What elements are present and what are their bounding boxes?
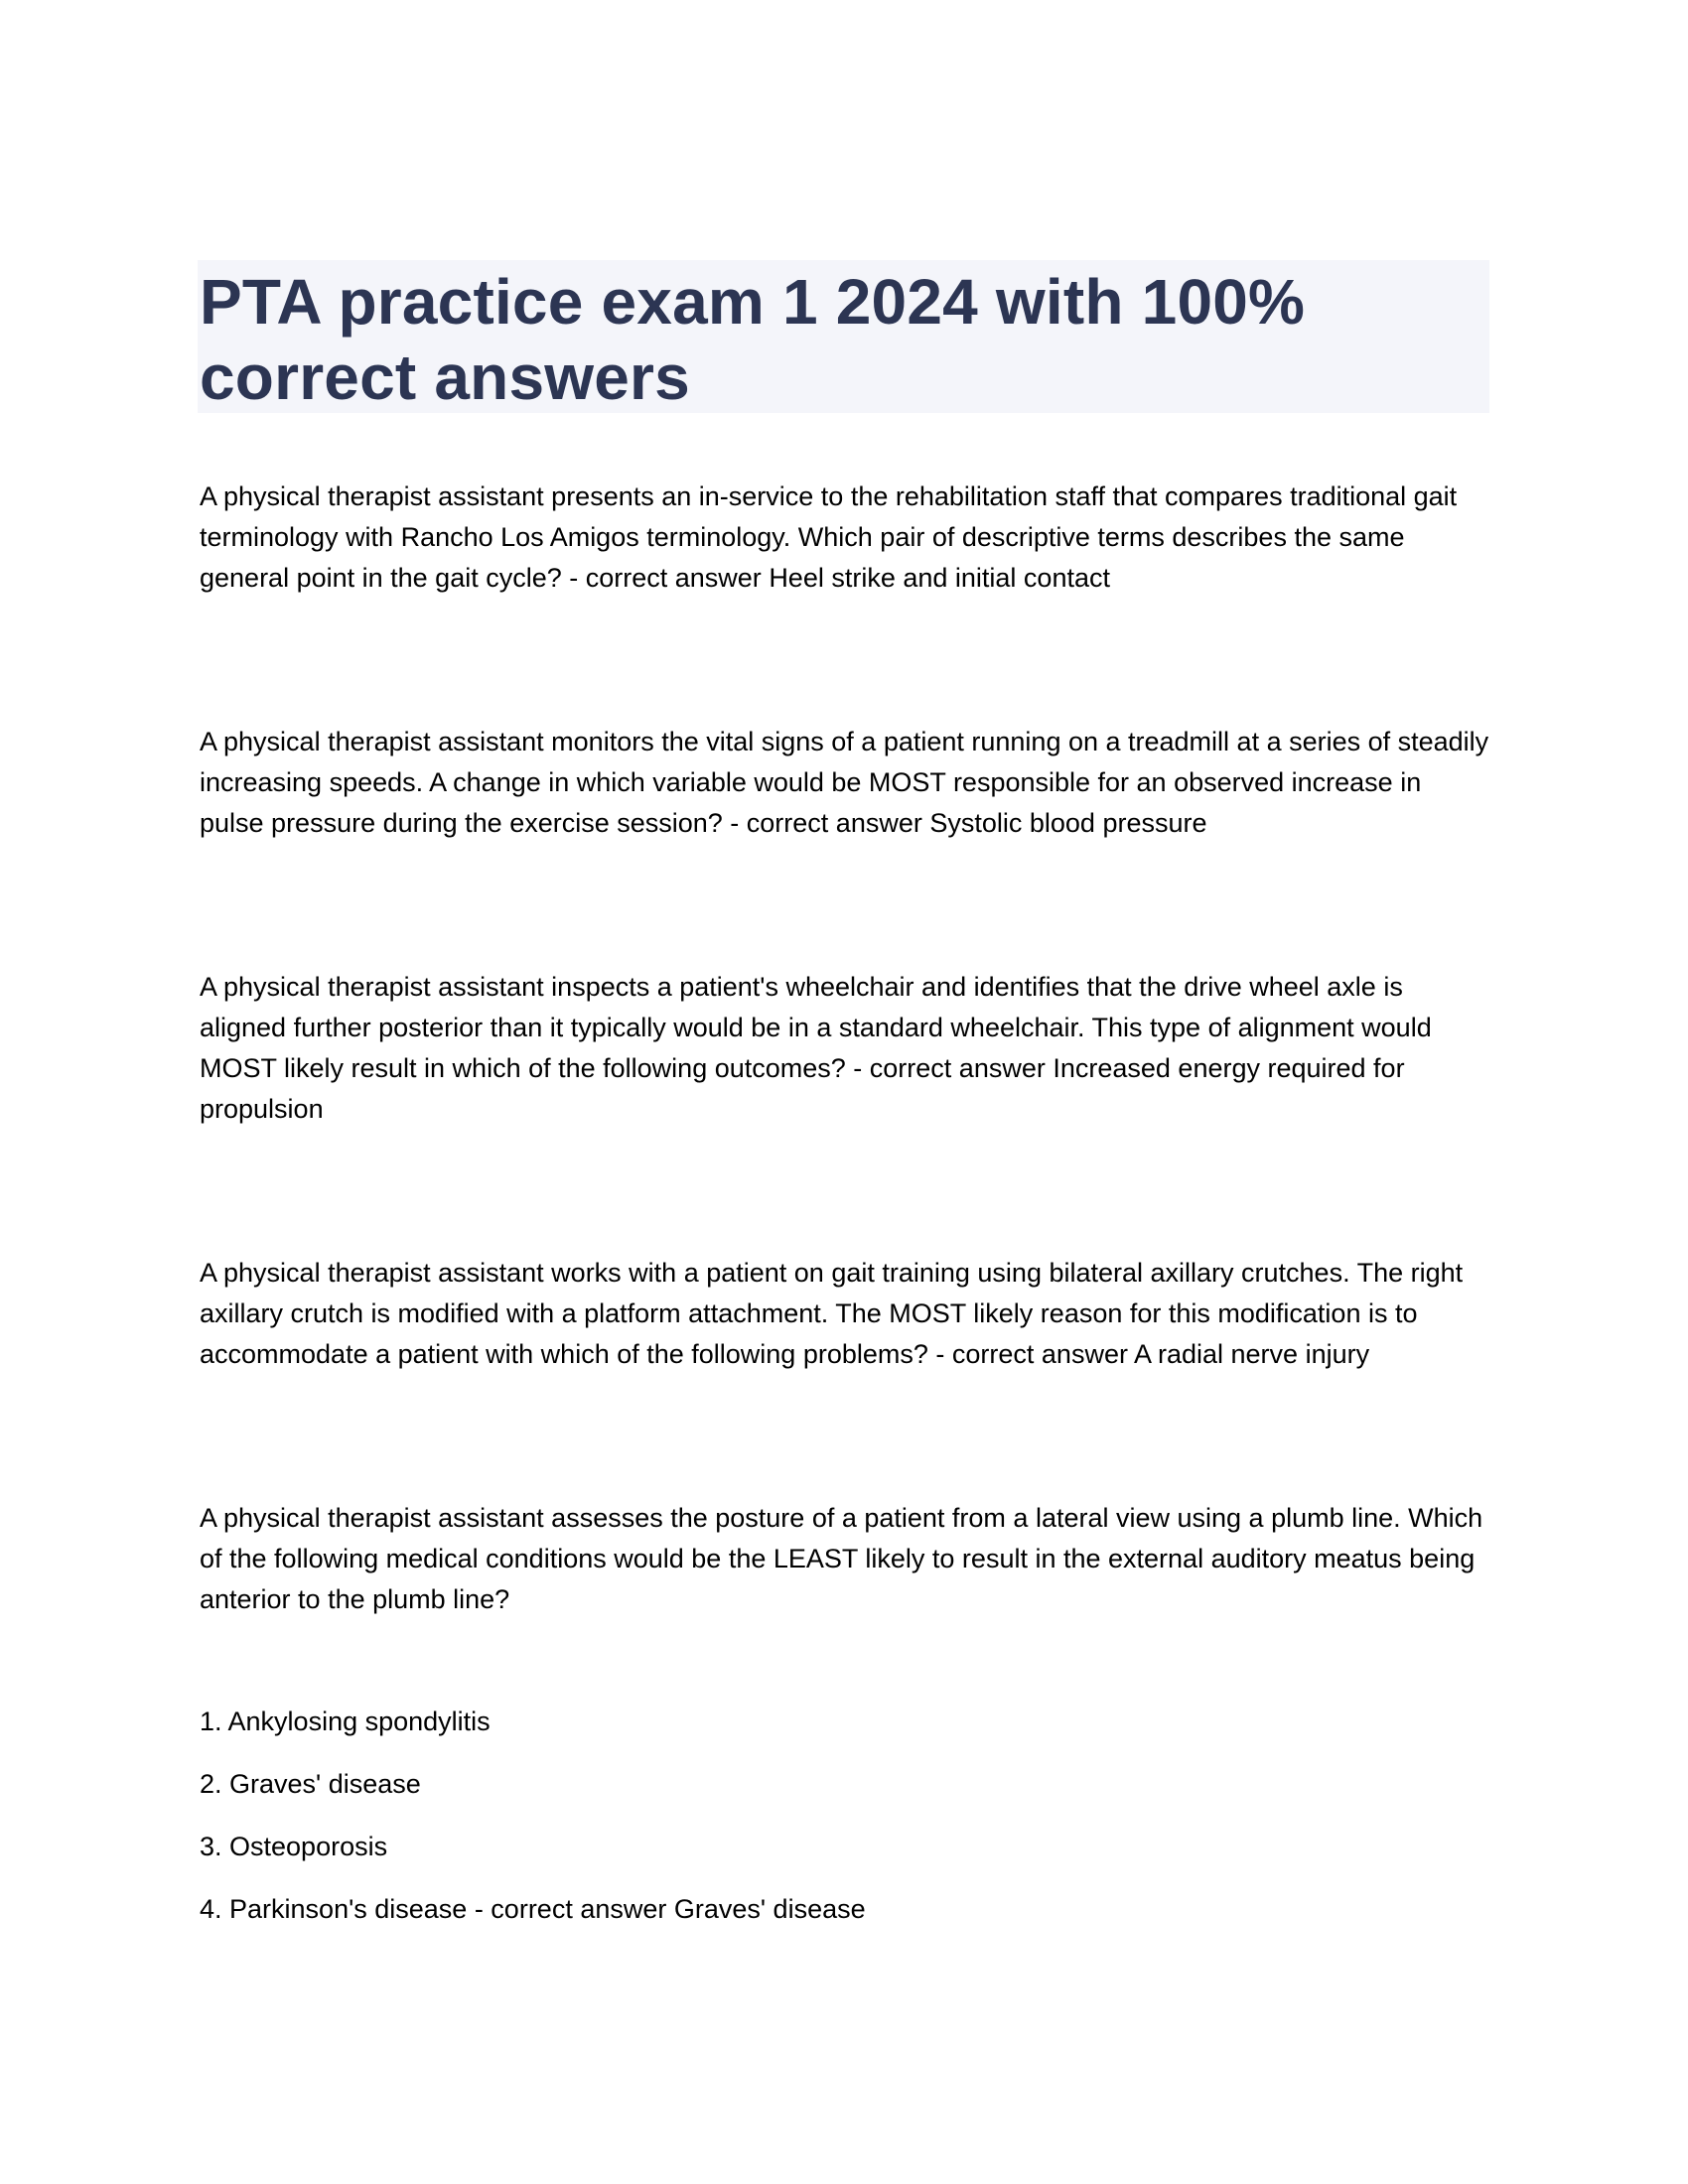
document-body [200,477,1490,1952]
answer-marker: - correct answer [467,1894,674,1924]
document-title: PTA practice exam 1 2024 with 100% correct answers [200,266,1306,413]
correct-answer: Graves' disease [673,1894,866,1924]
question-text: A physical therapist assistant monitors the vital signs of a patient running on a treadmill at a series of steadily increasing speeds. A change in which variable would be MOST responsible for an observed increase in pulse pressure during the exercise session? [200,727,1489,838]
question-text: A physical therapist assistant assesses the posture of a patient from a lateral view using a plumb line. Which of the following medical conditions would be the LEAST likely to result in the external auditory meatus being anterior to the plumb line? [200,1503,1483,1614]
option-item [200,1827,1490,1867]
option-item [200,1764,1490,1805]
question-block [200,1253,1490,1375]
question-text: A physical therapist assistant works with a patient on gait training using bilateral axillary crutches. The right axillary crutch is modified with a platform attachment. The MOST likely reason for this modification is to accommodate a patient with which of the following problems? [200,1258,1464,1369]
question-block [200,477,1490,599]
option-text: 1. Ankylosing spondylitis [200,1706,491,1736]
correct-answer: Heel strike and initial contact [769,563,1110,593]
question-text: A physical therapist assistant presents an in-service to the rehabilitation staff that compares traditional gait terminology with Rancho Los Amigos terminology. Which pair of descriptive terms describes the same general point in the gait cycle? [200,481,1458,593]
correct-answer: A radial nerve injury [1133,1339,1370,1369]
option-text: 3. Osteoporosis [200,1832,388,1861]
question-text: A physical therapist assistant inspects a patient's wheelchair and identifies that the drive wheel axle is aligned further posterior than it typically would be in a standard wheelchair. This type of alignment would MOST likely result in which of the following outcomes? [200,972,1432,1083]
correct-answer: Systolic blood pressure [929,808,1207,838]
question-block [200,1498,1490,1620]
question-block [200,722,1490,844]
answer-marker: - correct answer [927,1339,1134,1369]
answer-marker: - correct answer [845,1053,1054,1083]
title-banner [198,260,1489,413]
question-block [200,967,1490,1130]
option-item [200,1889,1490,1930]
option-list [200,1702,1490,1930]
option-text: 4. Parkinson's disease [200,1894,468,1924]
answer-marker: - correct answer [561,563,770,593]
option-item [200,1702,1490,1742]
answer-marker: - correct answer [722,808,930,838]
option-text: 2. Graves' disease [200,1769,421,1799]
correct-answer: Increased energy required for propulsion [200,1053,1405,1124]
